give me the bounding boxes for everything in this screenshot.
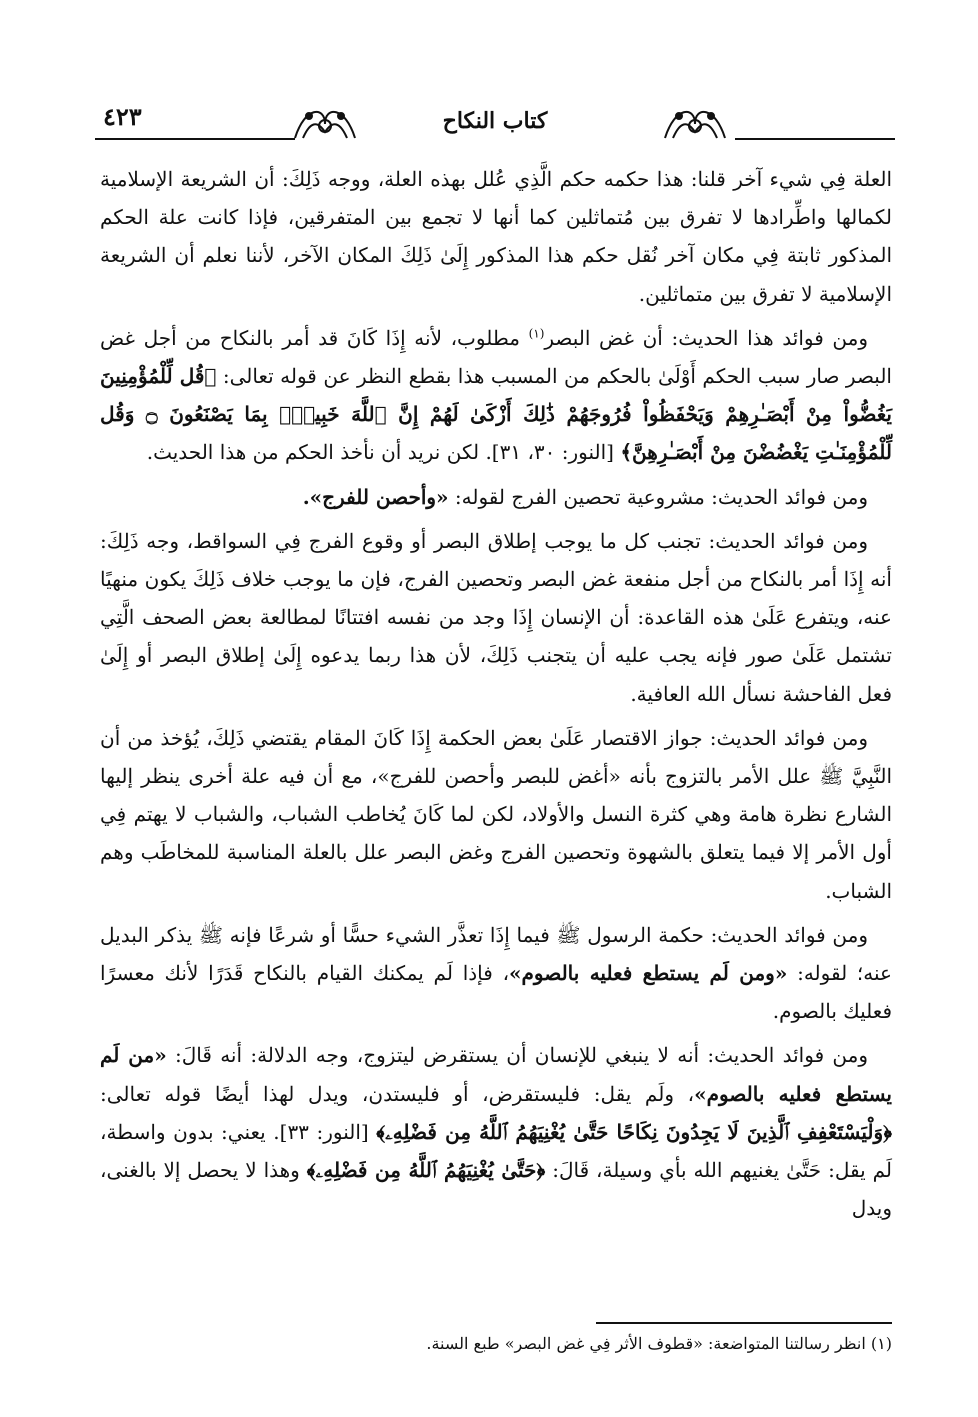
paragraph-text: ، فإذا لَم يمكنك القيام بالنكاح قَدَرًا لأنك معسرًا فعليك بالصوم. — [100, 961, 892, 1024]
footnote-marker: (١) — [528, 326, 545, 341]
paragraph-text: مطلوب، لأنه إِذَا كَانَ قد أمر بالنكاح من أجل غض البصر صار سبب الحكم أَوْلَىٰ بالحكم من المسبب هذا بقطع النظر عن قوله تعالى: — [100, 325, 892, 389]
header-rule — [95, 138, 295, 140]
paragraph-text: ومن فوائد الحديث: جواز الاقتصار عَلَىٰ بعض الحكمة إِذَا كَانَ المقام يقتضي ذَلِكَ، يُؤخذ من أن النَّبِيَّ ﷺ علل الأمر بالتزوج بأنه «أغض للبصر وأحصن للفرج»، مع أن فيه علة أخرى ينظر إليها الشارع نظرة هامة وهي كثرة النسل والأولاد، لكن لما كَانَ يُخاطب الشباب، والشباب لا يهتم فِي أول الأمر إلا فيما يتعلق بالشهوة وتحصين الفرج وغض البصر علل بالعلة المناسبة للمخاطَب وهم الشباب. — [100, 725, 892, 903]
paragraph-text: العلة فِي شيء آخر قلنا: هذا حكمه حكم الَّذِي عُلل بهذه العلة، ووجه ذَلِكَ: أن الشريعة الإسلامية لكمالها واطِّرادها لا تفرق بين مُتماثلين كما أنها لا تجمع بين المتفرقين، فإذا كانت علة الحكم المذكور ثابتة فِي مكان آخر نُقل حكم هذا المذكور إِلَىٰ ذَلِكَ المكان الآخر، لأننا نعلم أن الشريعة الإسلامية لا تفرق بين متماثلين. — [100, 167, 892, 306]
paragraph — [100, 478, 892, 516]
footnote-separator — [596, 1322, 892, 1324]
quran-verse: ﴿قُل لِّلْمُؤْمِنِينَ يَغُضُّواْ مِنْ أَبْصَـٰرِهِمْ وَيَحْفَظُواْ فُرُوجَهُمْ ذَٰلِكَ أَزْكَىٰ لَهُمْ إِنَّ ٱللَّهَ خَبِيرٌۢ بِمَا يَصْنَعُونَ ۝ وَقُل لِّلْمُؤْمِنَـٰتِ يَغْضُضْنَ مِنْ أَبْصَـٰرِهِنَّ﴾ — [100, 364, 892, 465]
paragraph-text: ومن فوائد الحديث: تجنب كل ما يوجب إطلاق البصر أو وقوع الفرج فِي السواقط، وجه ذَلِكَ: أنه إِذَا أمر بالنكاح من أجل منفعة غض البصر وتحصين الفرج، فإن ما يوجب خلاف ذَلِكَ يكون منهيًا عنه، ويتفرع عَلَىٰ هذه القاعدة: أن الإنسان إِذَا وجد من نفسه افتتانًا لمطالعة بعض الصحف الَّتِي تشتمل عَلَىٰ صور فإنه يجب عليه أن يتجنب ذَلِكَ، لأن هذا ربما يدعوه إِلَىٰ إطلاق البصر أو إِلَىٰ فعل الفاحشة نسأل الله العافية. — [100, 528, 892, 706]
paragraph-text: ومن فوائد الحديث: حكمة الرسول ﷺ فيما إِذَا تعذَّر الشيء حسًّا أو شرعًا فإنه ﷺ يذكر البديل عنه؛ لقوله: — [100, 922, 892, 986]
hadith-quote: «وأحصن للفرج». — [302, 484, 449, 509]
page-number: ٤٢٣ — [103, 102, 142, 131]
paragraph — [100, 1036, 892, 1227]
verse-citation: [النور: ٣٣]. يعني: بدون واسطة، لَم يقل: حَتَّىٰ يغنيهم الله بأي وسيلة، قَالَ: — [100, 1119, 892, 1183]
header-ornament-icon — [655, 96, 735, 152]
paragraph — [100, 160, 892, 313]
quran-verse: ﴿وَلْيَسْتَعْفِفِ ٱلَّذِينَ لَا يَجِدُونَ نِكَاحًا حَتَّىٰ يُغْنِيَهُمُ ٱللَّهُ مِن فَضْلِهِۦ﴾ — [376, 1119, 892, 1144]
header-ornament-icon — [285, 96, 365, 152]
footnote: (١) انظر رسالتنا المتواضعة: «قطوف الأثر فِي غض البصر» طبع السنة. — [426, 1334, 892, 1353]
paragraph-text: ، ولَم يقل: فليستقرض، أو فليستدن، ويدل لهذا أيضًا قوله تعالى: — [100, 1081, 695, 1106]
paragraph — [100, 916, 892, 1031]
paragraph — [100, 719, 892, 910]
header-rule — [735, 138, 895, 140]
paragraph-text: ومن فوائد الحديث: أنه لا ينبغي للإنسان أن يستقرض ليتزوج، وجه الدلالة: أنه قَالَ: — [166, 1043, 869, 1068]
paragraph-text: ومن فوائد الحديث: مشروعية تحصين الفرج لقوله: — [448, 484, 868, 509]
paragraph-text: وهذا لا يحصل إلا بالغنى، ويدل — [100, 1158, 892, 1221]
paragraph — [100, 522, 892, 713]
quran-verse: ﴿حَتَّىٰ يُغْنِيَهُمُ ٱللَّهُ مِن فَضْلِهِۦ﴾ — [306, 1158, 546, 1183]
paragraph-text: ومن فوائد هذا الحديث: أن غض البصر — [544, 325, 868, 350]
page-header — [95, 96, 885, 154]
paragraph — [100, 319, 892, 472]
hadith-quote: «ومن لَم يستطع فعليه بالصوم» — [509, 961, 788, 986]
page-body — [100, 160, 892, 1233]
hadith-quote: «من لَم يستطع فعليه بالصوم» — [100, 1043, 892, 1106]
verse-citation: [النور: ٣٠، ٣١]. لكن نريد أن نأخذ الحكم من هذا الحديث. — [146, 440, 621, 465]
running-title: كتاب النكاح — [442, 108, 548, 134]
